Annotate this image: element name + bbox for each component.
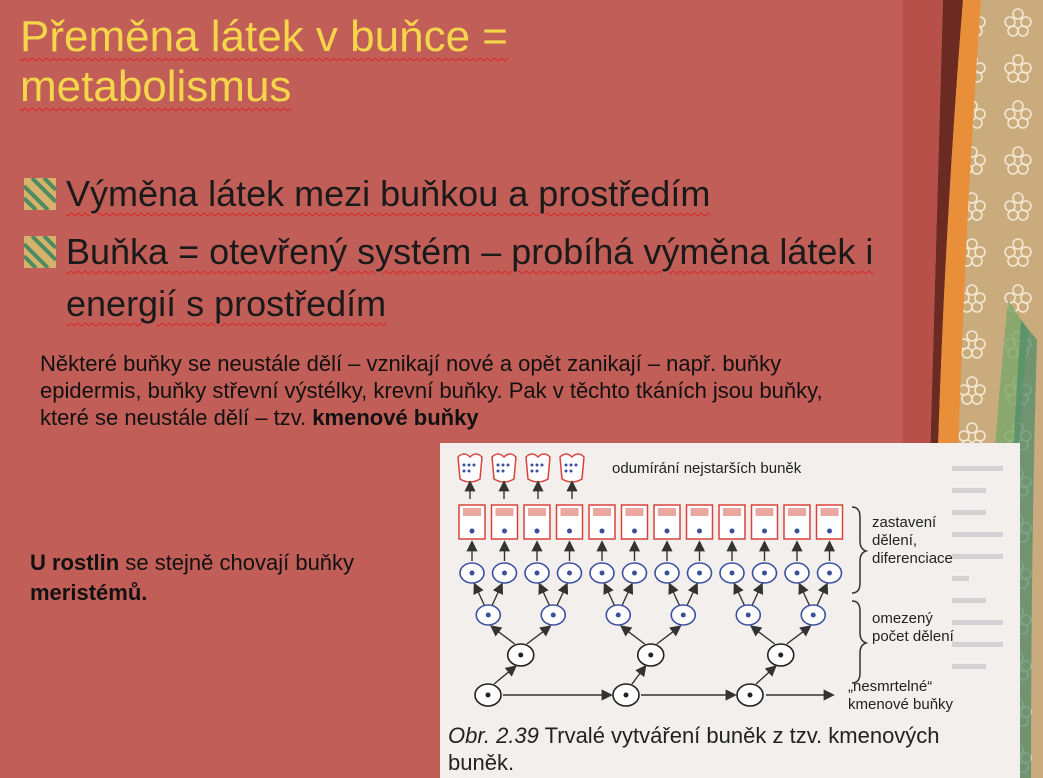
dying-cells-row [458,454,584,482]
differentiated-cell [784,505,810,539]
label-limited-1: omezený [872,610,933,627]
cell [558,563,582,583]
differentiated-cell-granules [593,508,611,516]
dying-cell [560,454,584,482]
bracket-limited-division [852,601,866,683]
paragraph-bold: kmenové buňky [312,405,479,430]
cell-nucleus [778,653,783,658]
dying-cell [458,454,482,482]
arrow [657,627,680,644]
differentiated-cell [654,505,680,539]
arrow [817,585,826,605]
cell-nucleus [746,613,751,618]
cell [688,563,712,583]
cell [655,563,679,583]
differentiated-cell [752,505,778,539]
dividing-cells-row [460,563,842,583]
arrow [622,627,645,644]
cell [720,563,744,583]
cell [525,563,549,583]
label-stop-1: zastavení [872,514,937,531]
arrow [540,585,549,605]
cell [541,605,565,625]
cell-nucleus [811,613,816,618]
differentiated-cell-nucleus [535,529,540,534]
cell [818,563,842,583]
figure-caption [448,722,1008,776]
differentiated-cell-granules [496,508,514,516]
cell-nucleus [551,613,556,618]
paragraph-text: Některé buňky se neustále dělí – vznikají nové a opět zanikají – např. buňky epidermis, buňky střevní výstélky, krevní buňky. Pak v těchto tkáních jsou buňky, které se neustále dělí – tzv. [40,351,823,430]
cell [785,563,809,583]
differentiated-cell-nucleus [730,529,735,534]
label-dying: odumírání nejstarších buněk [612,460,802,477]
dying-cell-dot [502,470,505,473]
cell [671,605,695,625]
dying-cell-dot [565,470,568,473]
label-stop-2: dělení, [872,532,918,549]
cell [638,644,664,666]
arrow [605,585,614,605]
differentiated-cell-granules [528,508,546,516]
arrow [494,667,515,684]
cell [623,563,647,583]
dying-cell-dot [570,470,573,473]
bullet-text: Buňka = otevřený systém – probíhá výměna látek i energií s prostředím [66,231,874,324]
dying-cell-dot [497,464,500,467]
arrow [632,667,645,684]
differentiated-cell-nucleus [795,529,800,534]
cell [753,563,777,583]
cell [768,644,794,666]
dying-cell-outline [526,454,550,482]
faint-background-text: ▬▬▬ ▬▬ ▬▬ ▬▬▬ ▬▬▬ ▬ ▬▬ ▬▬▬ ▬▬▬ ▬▬ [952,456,1003,673]
plants-bold: meristémů. [30,580,148,605]
dying-cell-dot [541,464,544,467]
arrow [687,585,696,605]
differentiated-cell-granules [691,508,709,516]
cell-nucleus [535,571,540,576]
arrow [800,585,809,605]
arrow [670,585,679,605]
arrow [475,585,484,605]
label-stop-3: diferenciace [872,550,953,567]
slide-title: Přeměna látek v buňce = metabolismus [20,12,508,111]
differentiated-cell-nucleus [762,529,767,534]
dying-cell-dot [531,464,534,467]
differentiated-cell-nucleus [665,529,670,534]
progenitor-cells-row [508,644,794,666]
arrow [752,585,761,605]
arrow [622,585,631,605]
stem-cell-figure [440,443,1020,778]
cell-nucleus [648,653,653,658]
differentiated-cell-nucleus [632,529,637,534]
cell [493,563,517,583]
differentiated-cell-nucleus [502,529,507,534]
dying-cell-dot [536,470,539,473]
cell [508,644,534,666]
stem-cell-nucleus [486,693,491,698]
cell [590,563,614,583]
dying-cell-dot [565,464,568,467]
cell-nucleus [502,571,507,576]
bracket-differentiation [852,507,866,593]
cell-nucleus [795,571,800,576]
dying-cell-dot [531,470,534,473]
cell-nucleus [616,613,621,618]
arrow [527,627,550,644]
bullet-marker-icon [24,178,56,210]
plants-middle: se stejně chovají buňky [119,550,355,575]
differentiated-cell [524,505,550,539]
limited-division-cells-row [476,605,825,625]
arrow [787,627,810,644]
stem-cell [737,684,763,706]
label-immortal-2: kmenové buňky [848,696,954,713]
bullet-text: Výměna látek mezi buňkou a prostředím [66,173,711,214]
cell-nucleus [632,571,637,576]
arrow [752,627,775,644]
cell-nucleus [665,571,670,576]
cell-nucleus [681,613,686,618]
figure-caption-text: Trvalé vytváření buněk z tzv. kmenových buněk. [448,723,940,775]
stem-cell-nucleus [624,693,629,698]
cell [801,605,825,625]
dying-cell-outline [560,454,584,482]
differentiated-cell-granules [626,508,644,516]
dying-cell-dot [468,470,471,473]
figure-number: Obr. 2.39 [448,723,539,748]
cell [606,605,630,625]
dying-cell [526,454,550,482]
stem-cells-paragraph [40,350,830,431]
label-limited-2: počet dělení [872,628,954,645]
cell-nucleus [470,571,475,576]
dying-cell-dot [468,464,471,467]
dying-cell-dot [473,464,476,467]
cell-division-diagram [440,443,1020,733]
differentiated-cells-row [459,505,843,539]
differentiated-cell [492,505,518,539]
dying-cell-dot [507,464,510,467]
dying-cell-dot [502,464,505,467]
dying-cell [492,454,516,482]
label-immortal-1: „nesmrtelné“ [848,678,933,695]
differentiated-cell-nucleus [567,529,572,534]
differentiated-cell-granules [788,508,806,516]
stem-cell [475,684,501,706]
differentiated-cell-nucleus [697,529,702,534]
cell-nucleus [697,571,702,576]
dying-cell-outline [492,454,516,482]
differentiated-cell-nucleus [827,529,832,534]
stem-cell-nucleus [748,693,753,698]
arrow [557,585,566,605]
cell-nucleus [600,571,605,576]
plants-note [30,548,370,608]
differentiated-cell [622,505,648,539]
dying-cell-dot [575,464,578,467]
dying-cell-outline [458,454,482,482]
dying-cell-dot [570,464,573,467]
bullet-item [22,168,902,220]
dying-cell-dot [463,470,466,473]
arrow [735,585,744,605]
dying-cell-dot [536,464,539,467]
differentiated-cell [719,505,745,539]
differentiated-cell [459,505,485,539]
cell [476,605,500,625]
differentiated-cell [557,505,583,539]
cell [736,605,760,625]
differentiated-cell-nucleus [600,529,605,534]
differentiated-cell [589,505,615,539]
cell-nucleus [518,653,523,658]
cell-nucleus [762,571,767,576]
cell [460,563,484,583]
bullet-item [22,226,902,330]
dying-cell-dot [463,464,466,467]
differentiated-cell-granules [723,508,741,516]
differentiated-cell [687,505,713,539]
cell-nucleus [827,571,832,576]
differentiated-cell [817,505,843,539]
arrow [492,585,501,605]
arrow [756,667,775,684]
differentiated-cell-granules [821,508,839,516]
dying-cell-dot [497,470,500,473]
differentiated-cell-granules [561,508,579,516]
arrow [492,627,515,644]
bullet-list [22,168,902,336]
stem-cell [613,684,639,706]
differentiated-cell-nucleus [470,529,475,534]
differentiated-cell-granules [658,508,676,516]
cell-nucleus [486,613,491,618]
cell-nucleus [567,571,572,576]
cell-nucleus [730,571,735,576]
plants-prefix: U rostlin [30,550,120,575]
differentiated-cell-granules [756,508,774,516]
differentiated-cell-granules [463,508,481,516]
bullet-marker-icon [24,236,56,268]
